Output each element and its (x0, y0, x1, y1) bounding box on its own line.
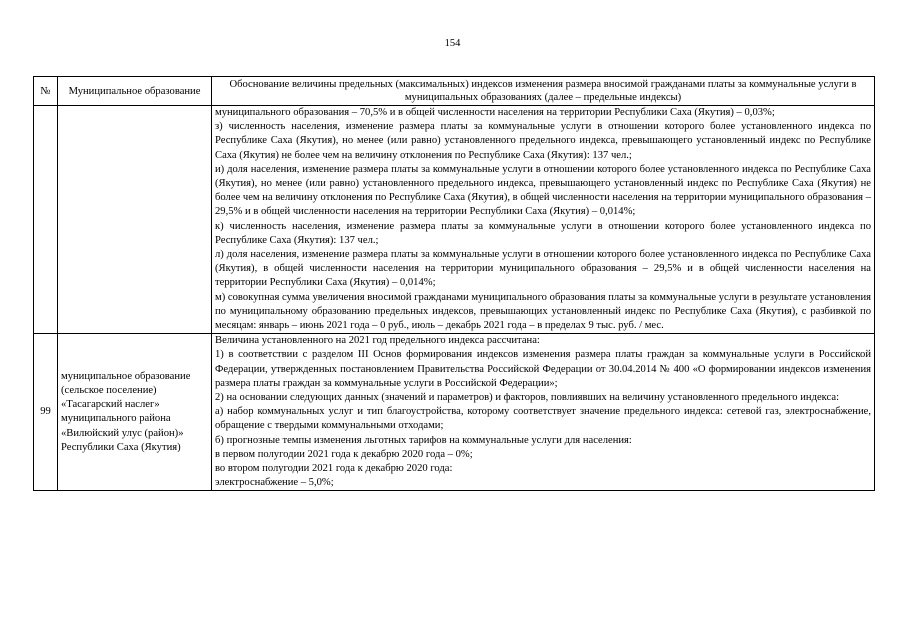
header-justification: Обоснование величины предельных (максимальных) индексов изменения размера вносимой гражданами платы за коммунальные услуги в муниципальных образованиях (далее – предельные индексы) (212, 77, 875, 106)
paragraph: электроснабжение – 5,0%; (215, 477, 334, 489)
paragraph: з) численность населения, изменение размера платы за коммунальные услуги в отношении которого более установленного индекса по Республике Саха (Якутия), но менее (или равно) установленного предельного индекса, превышающего установленный индекс по Республике Саха (Якутия) не более чем на величину отклонения по Республике Саха (Якутия): 137 чел.; (215, 121, 871, 161)
paragraph: 2) на основании следующих данных (значений и параметров) и факторов, повлиявших на величину установленного предельного индекса: (215, 392, 840, 404)
paragraph: 1) в соответствии с разделом III Основ формирования индексов изменения размера платы граждан за коммунальные услуги в Российской Федерации, утвержденных постановлением Правительства Российской Федерации от 30.04.2014 № 400 «О формировании индексов изменения размера платы граждан за коммунальные услуги в Российской Федерации»; (215, 349, 871, 389)
paragraph: во втором полугодии 2021 года к декабрю 2020 года: (215, 463, 453, 475)
page-number: 154 (444, 38, 461, 49)
row-continued-justification (212, 106, 875, 334)
paragraph: б) прогнозные темпы изменения льготных тарифов на коммунальные услуги для населения: (215, 434, 632, 446)
row-99-num: 99 (34, 334, 58, 491)
paragraph: и) доля населения, изменение размера платы за коммунальные услуги в отношении которого более установленного индекса по Республике Саха (Якутия), но менее (или равно) установленного предельного индекса, превышающего установленный индекс по Республике Саха (Якутия) не более чем на величину отклонения по Республике Саха (Якутия), в общей численности населения на территории муниципального образования – 29,5% и в общей численности населения на территории Республики Саха (Якутия) – 0,014%; (215, 163, 871, 218)
paragraph: м) совокупная сумма увеличения вносимой гражданами муниципального образования платы за коммунальные услуги в результате установления по муниципальному образованию предельных индексов, превышающих установленный индекс по Республике Саха (Якутия), с разбивкой по месяцам: январь – июнь 2021 года – 0 руб., июль – декабрь 2021 года – в пределах 9 тыс. руб. / мес. (215, 291, 871, 332)
header-num: № (34, 77, 58, 106)
paragraph: муниципального образования – 70,5% и в общей численности населения на территории Республики Саха (Якутия) – 0,03%; (215, 107, 775, 118)
row-continued-num (34, 106, 58, 334)
justification-table (33, 76, 875, 491)
table-row-continued (34, 106, 875, 334)
paragraph: к) численность населения, изменение размера платы за коммунальные услуги в отношении которого более установленного индекса по Республике Саха (Якутия): 137 чел.; (215, 220, 871, 246)
paragraph: л) доля населения, изменение размера платы за коммунальные услуги в отношении которого более установленного индекса по Республике Саха (Якутия), в общей численности населения на территории муниципального образования – 29,5% и в общей численности населения на территории Республики Саха (Якутия) – 0,014%; (215, 249, 871, 289)
table-row-99 (34, 334, 875, 491)
row-99-municipality: муниципальное образование (сельское поселение) «Тасагарский наслег» муниципального района «Вилюйский улус (район)» Республики Саха (Якутия) (58, 334, 212, 491)
paragraph: Величина установленного на 2021 год предельного индекса рассчитана: (215, 335, 540, 347)
row-99-justification (212, 334, 875, 491)
paragraph: в первом полугодии 2021 года к декабрю 2020 года – 0%; (215, 448, 473, 460)
row-continued-municipality (58, 106, 212, 334)
header-municipality: Муниципальное образование (58, 77, 212, 106)
table-header-row (34, 77, 875, 106)
paragraph: а) набор коммунальных услуг и тип благоустройства, которому соответствует значение предельного индекса: сетевой газ, электроснабжение, обращение с твердыми коммунальными отходами; (215, 406, 871, 432)
